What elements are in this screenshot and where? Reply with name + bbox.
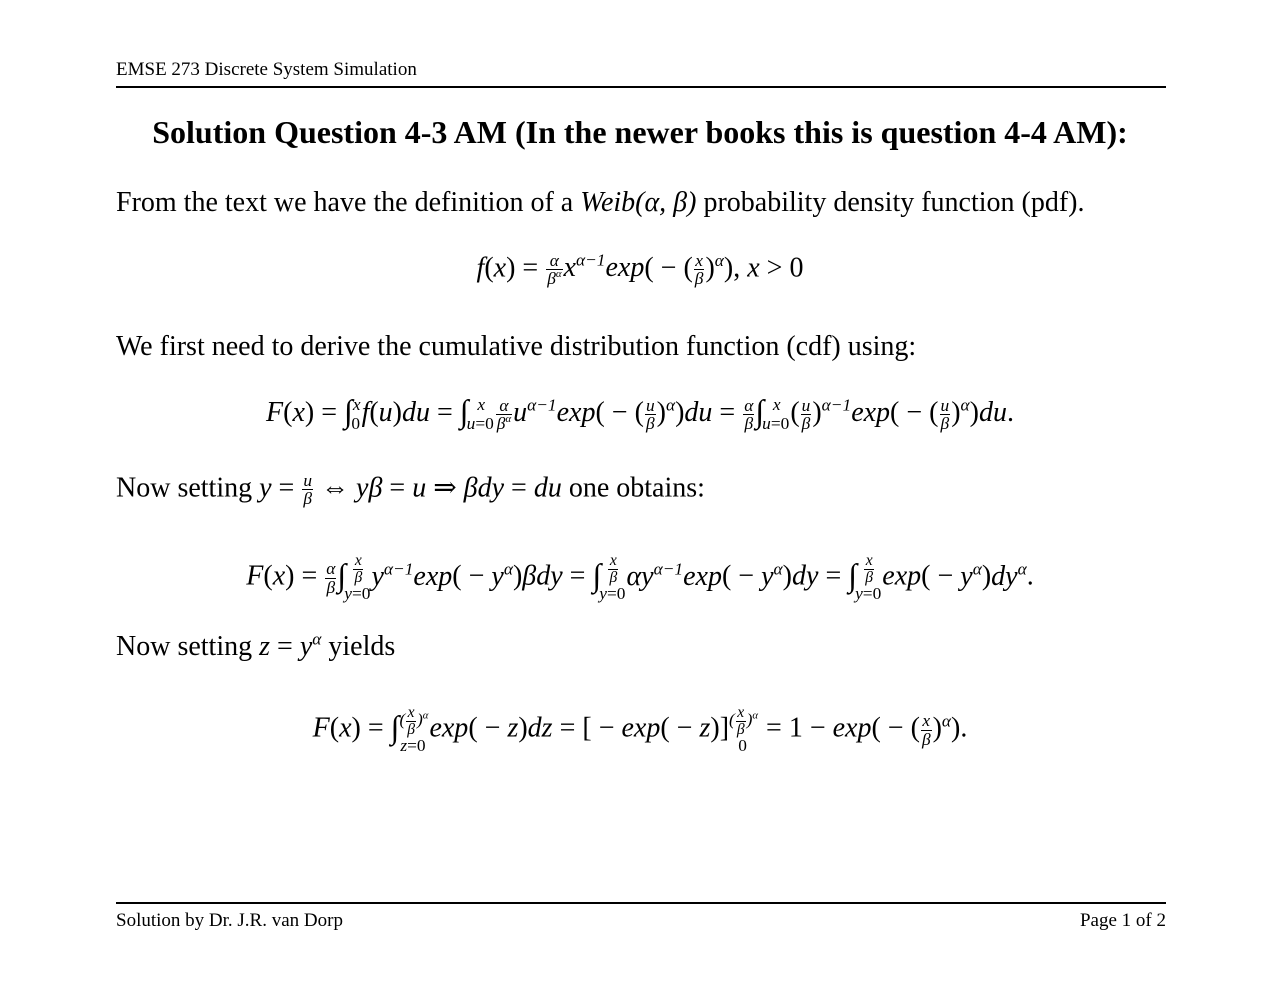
equation-pdf: f(x) = $\frac{\alpha}{\beta^\alpha}$ $x^{\alpha-1}\exp$( − ( $\frac{x}{\beta}$ )$^\alpha$), x > 0 [476,250,804,289]
paragraph-pdf-intro [116,188,1085,219]
footer-author: Solution by Dr. J.R. van Dorp [116,910,343,931]
page-title: Solution Question 4-3 AM (In the newer books this is question 4-4 AM): [152,114,1128,150]
paragraph-text: Now setting [116,631,260,662]
paragraph-cdf-intro: We first need to derive the cumulative distribution function (cdf) using: [116,331,917,362]
page-footer [116,902,1166,936]
paragraph-text: yields [321,631,396,662]
paragraph-text: From the text we have the definition of a [116,187,581,218]
course-title: EMSE 273 Discrete System Simulation [116,59,417,80]
inline-math-weibull: Weib(α, β) [580,187,697,218]
paragraph-substitution-z: Now setting $z = y^\alpha$ yields [116,629,396,662]
equation-cdf-y: F(x) = $\frac{\alpha}{\beta}$ ∫ $\frac{x}{\beta}$ y=0 $y^{\alpha-1}\exp( - y^\alpha)\beta dy$ = ∫ $\frac{x}{\beta}$ y=0 $\alpha y^{\alpha-1}\exp( - y^\alpha)dy$ = ∫ $\frac{x}{\beta}$ y=0 $\exp( - y^\alpha)dy^\alpha$. [246,552,1034,604]
paragraph-text: Now setting [116,472,260,504]
paragraph-substitution-y: Now setting y = $\frac{u}{\beta}$ ⇔ yβ = u ⇒ βdy = du one obtains: [116,471,705,509]
equation-cdf-final: F(x) = ∫ ( $\frac{x}{\beta}$ )$^\alpha$ z=0 exp( − z)dz = [ − exp( − z)] ( $\frac{x}{\beta}$ )$^\alpha$ 0 = 1 − exp( − ( $\frac{x}{\beta}$ )$^\alpha$). [312,704,968,756]
equation-cdf-definition: F(x) = ∫ x 0 f(u)du = ∫ x u=0 $\frac{\alpha}{\beta^\alpha}$ $u^{\alpha-1}\exp$( − ( $\frac{u}{\beta}$ )$^\alpha$)du = $\frac{\alpha}{\beta}$ ∫ x u=0 ( $\frac{u}{\beta}$ )$^{\alpha-1}$exp( − ( $\frac{u}{\beta}$ )$^\alpha$)du. [266,393,1014,434]
paragraph-text: one obtains: [561,472,705,504]
page-header [116,58,1166,88]
paragraph-text: probability density function (pdf). [696,187,1085,218]
footer-page-number: Page 1 of 2 [1079,910,1166,931]
